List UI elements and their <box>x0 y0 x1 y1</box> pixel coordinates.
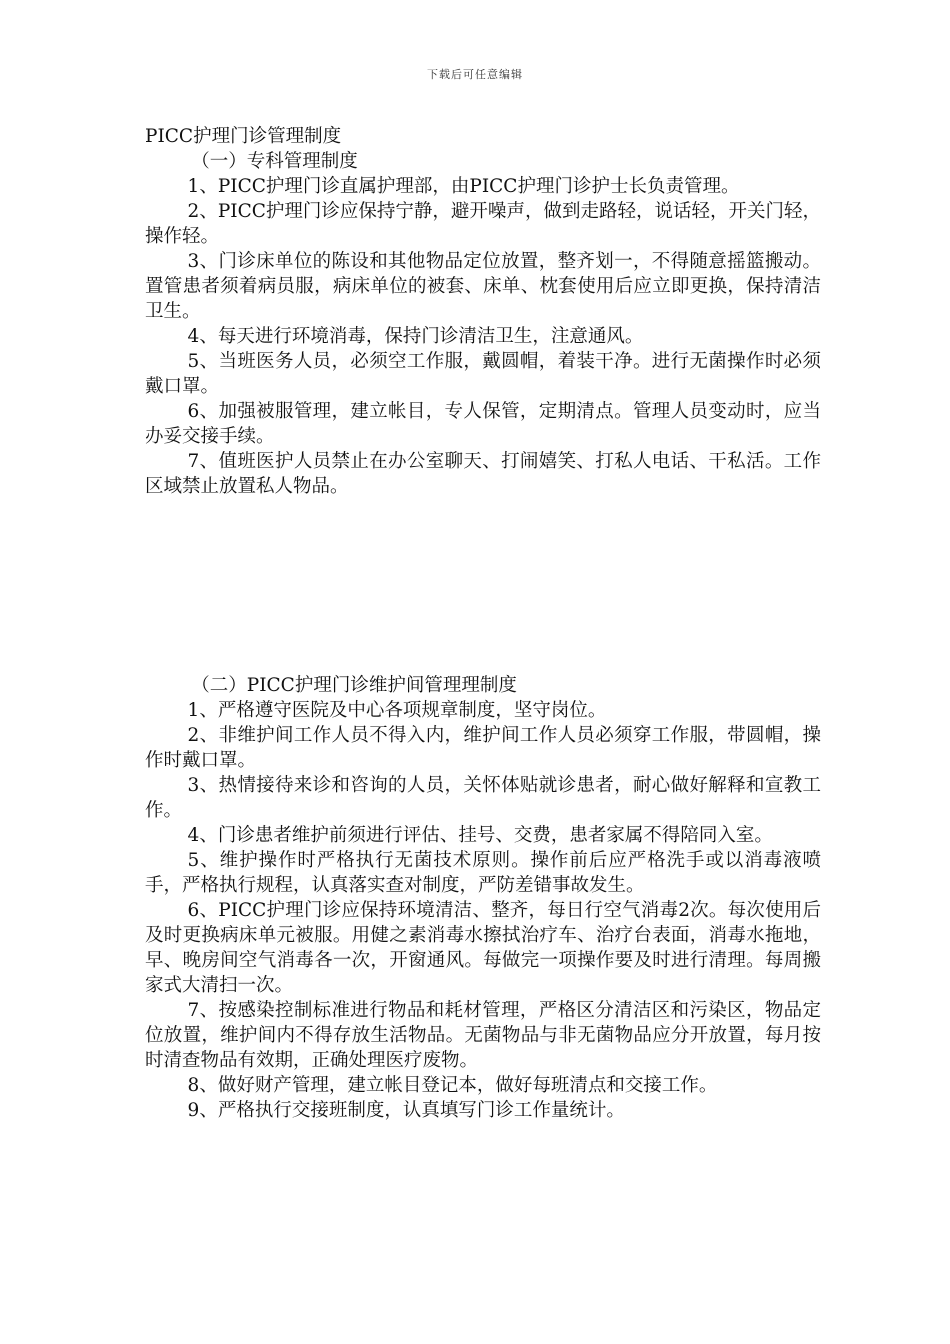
section-two-item: 6、PICC护理门诊应保持环境清洁、整齐，每日行空气消毒2次。每次使用后及时更换病床单元被服。用健之素消毒水擦拭治疗车、治疗台表面，消毒水拖地，早、晚房间空气消毒各一次，开窗通风。每做完一项操作要及时进行清理。每周搬家式大清扫一次。 <box>145 900 821 996</box>
section-one-item: 4、每天进行环境消毒，保持门诊清洁卫生，注意通风。 <box>187 326 644 347</box>
section-two-heading: （二）PICC护理门诊维护间管理理制度 <box>191 675 517 696</box>
section-two-item: 8、做好财产管理，建立帐目登记本，做好每班清点和交接工作。 <box>187 1075 718 1096</box>
section-one-item: 6、加强被服管理，建立帐目，专人保管，定期清点。管理人员变动时，应当办妥交接手续。 <box>145 401 821 447</box>
section-two-item: 2、非维护间工作人员不得入内，维护间工作人员必须穿工作服，带圆帽，操作时戴口罩。 <box>145 725 821 771</box>
section-two-item: 3、热情接待来诊和咨询的人员，关怀体贴就诊患者，耐心做好解释和宣教工作。 <box>145 775 821 821</box>
page-header: 下载后可任意编辑 <box>427 68 523 81</box>
section-one-item: 7、值班医护人员禁止在办公室聊天、打闹嬉笑、打私人电话、干私活。工作区域禁止放置私人物品。 <box>145 451 821 497</box>
section-two-item: 4、门诊患者维护前须进行评估、挂号、交费，患者家属不得陪同入室。 <box>187 825 773 846</box>
section-one-item: 1、PICC护理门诊直属护理部，由PICC护理门诊护士长负责管理。 <box>187 176 740 197</box>
section-one-item: 2、PICC护理门诊应保持宁静，避开噪声，做到走路轻，说话轻，开关门轻，操作轻。 <box>145 201 821 247</box>
section-two-item: 1、严格遵守医院及中心各项规章制度，坚守岗位。 <box>187 700 607 721</box>
section-one-item: 5、当班医务人员，必须空工作服，戴圆帽，着装干净。进行无菌操作时必须戴口罩。 <box>145 351 821 397</box>
section-two-item: 5、维护操作时严格执行无菌技术原则。操作前后应严格洗手或以消毒液喷手，严格执行规程，认真落实查对制度，严防差错事故发生。 <box>145 850 821 896</box>
section-two-item: 9、严格执行交接班制度，认真填写门诊工作量统计。 <box>187 1100 625 1121</box>
section-two-item: 7、按感染控制标准进行物品和耗材管理，严格区分清洁区和污染区，物品定位放置，维护间内不得存放生活物品。无菌物品与非无菌物品应分开放置，每月按时清查物品有效期，正确处理医疗废物。 <box>145 1000 821 1071</box>
section-one-heading: （一）专科管理制度 <box>191 151 358 172</box>
section-one-item: 3、门诊床单位的陈设和其他物品定位放置，整齐划一，不得随意摇篮搬动。置管患者须着病员服，病床单位的被套、床单、枕套使用后应立即更换，保持清洁卫生。 <box>145 251 821 322</box>
section-one <box>145 124 821 499</box>
section-two <box>145 673 821 1123</box>
document-title: PICC护理门诊管理制度 <box>145 126 342 147</box>
